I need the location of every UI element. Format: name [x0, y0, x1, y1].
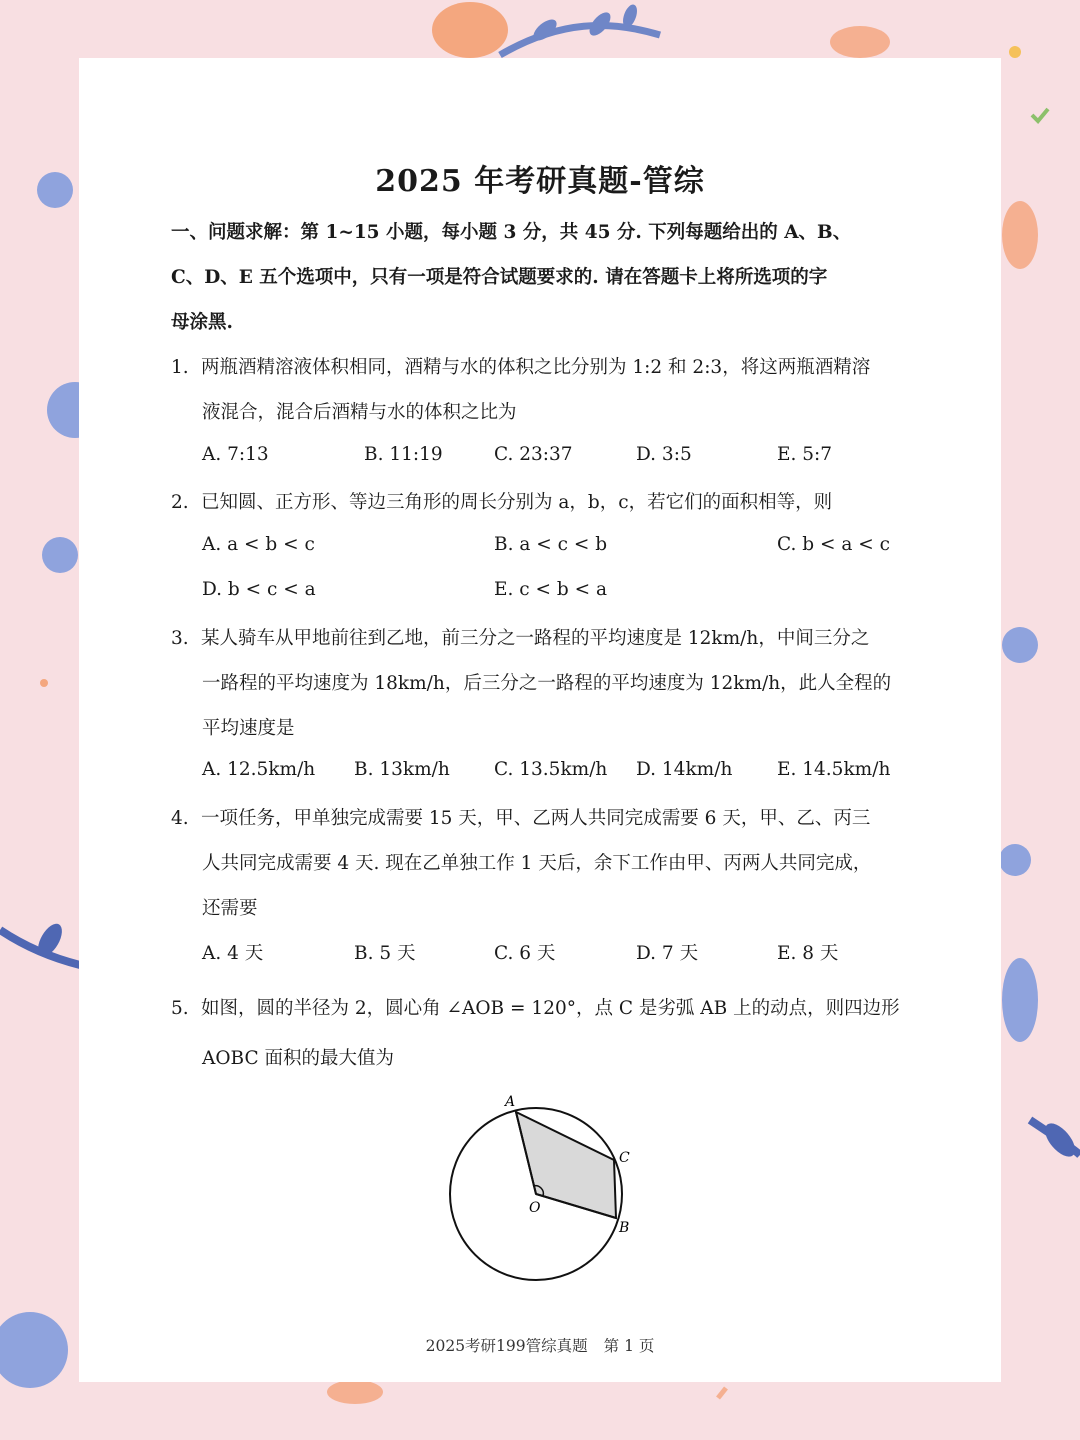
label-o: O [529, 1200, 541, 1216]
question-number: 2. [171, 492, 189, 513]
option-e[interactable]: E. 8 天 [777, 943, 839, 964]
question-5 [171, 994, 900, 1020]
question-text: 人共同完成需要 4 天. 现在乙单独工作 1 天后，余下工作由甲、丙两人共同完成， [202, 853, 872, 874]
option-c[interactable]: C. b < a < c [777, 534, 891, 555]
option-d[interactable]: D. b < c < a [202, 579, 316, 600]
question-text: 平均速度是 [202, 718, 295, 739]
section-instructions-line-1: 一、问题求解：第 1~15 小题，每小题 3 分，共 45 分. 下列每题给出的 A、B、 [171, 222, 852, 243]
footer-page-number: 第 1 页 [603, 1337, 655, 1355]
question-text: 已知圆、正方形、等边三角形的周长分别为 a，b，c，若它们的面积相等，则 [201, 492, 833, 513]
question-text: 一项任务，甲单独完成需要 15 天，甲、乙两人共同完成需要 6 天，甲、乙、丙三 [201, 808, 871, 829]
question-text: 液混合，混合后酒精与水的体积之比为 [202, 402, 517, 423]
question-text: 还需要 [202, 898, 258, 919]
question-text: 两瓶酒精溶液体积相同，酒精与水的体积之比分别为 1:2 和 2:3，将这两瓶酒精溶 [201, 357, 871, 378]
question-text: AOBC 面积的最大值为 [202, 1048, 395, 1069]
option-a[interactable]: A. a < b < c [202, 534, 315, 555]
label-c: C [619, 1150, 630, 1166]
section-instructions-line-2: C、D、E 五个选项中，只有一项是符合试题要求的. 请在答题卡上将所选项的字 [171, 267, 828, 288]
flower-decoration-right [999, 46, 1080, 1162]
option-d[interactable]: D. 7 天 [636, 943, 699, 964]
question-2 [171, 488, 832, 514]
section-instructions-line-3: 母涂黑. [171, 312, 233, 333]
option-a[interactable]: A. 12.5km/h [202, 759, 316, 780]
exam-paper [79, 58, 1001, 1382]
question-text: 如图，圆的半径为 2，圆心角 ∠AOB = 120°，点 C 是劣弧 AB 上的动点，则四边形 [201, 998, 900, 1019]
option-e[interactable]: E. c < b < a [494, 579, 608, 600]
option-e[interactable]: E. 5:7 [777, 444, 833, 465]
circle-quadrilateral-figure [439, 1090, 639, 1290]
page-title: 2025 年考研真题-管综 [375, 164, 705, 199]
question-4 [171, 804, 870, 830]
option-a[interactable]: A. 7:13 [202, 444, 269, 465]
flower-decoration-bottom [327, 1380, 726, 1404]
option-d[interactable]: D. 14km/h [636, 759, 733, 780]
question-text: 一路程的平均速度为 18km/h，后三分之一路程的平均速度为 12km/h，此人全程的 [202, 673, 892, 694]
page-footer [79, 1334, 1001, 1356]
option-c[interactable]: C. 13.5km/h [494, 759, 608, 780]
question-number: 4. [171, 808, 189, 829]
question-number: 1. [171, 357, 189, 378]
question-1 [171, 353, 870, 379]
question-number: 3. [171, 628, 189, 649]
option-d[interactable]: D. 3:5 [636, 444, 692, 465]
option-b[interactable]: B. 11:19 [364, 444, 443, 465]
label-a: A [505, 1094, 516, 1110]
option-c[interactable]: C. 23:37 [494, 444, 573, 465]
flower-decoration-top [432, 2, 890, 58]
option-b[interactable]: B. 13km/h [354, 759, 450, 780]
option-b[interactable]: B. 5 天 [354, 943, 416, 964]
option-e[interactable]: E. 14.5km/h [777, 759, 891, 780]
option-b[interactable]: B. a < c < b [494, 534, 608, 555]
label-b: B [619, 1220, 630, 1236]
question-3 [171, 624, 869, 650]
option-c[interactable]: C. 6 天 [494, 943, 556, 964]
option-a[interactable]: A. 4 天 [202, 943, 264, 964]
question-text: 某人骑车从甲地前往到乙地，前三分之一路程的平均速度是 12km/h，中间三分之 [201, 628, 870, 649]
footer-source: 2025考研199管综真题 [425, 1337, 588, 1355]
question-number: 5. [171, 998, 189, 1019]
